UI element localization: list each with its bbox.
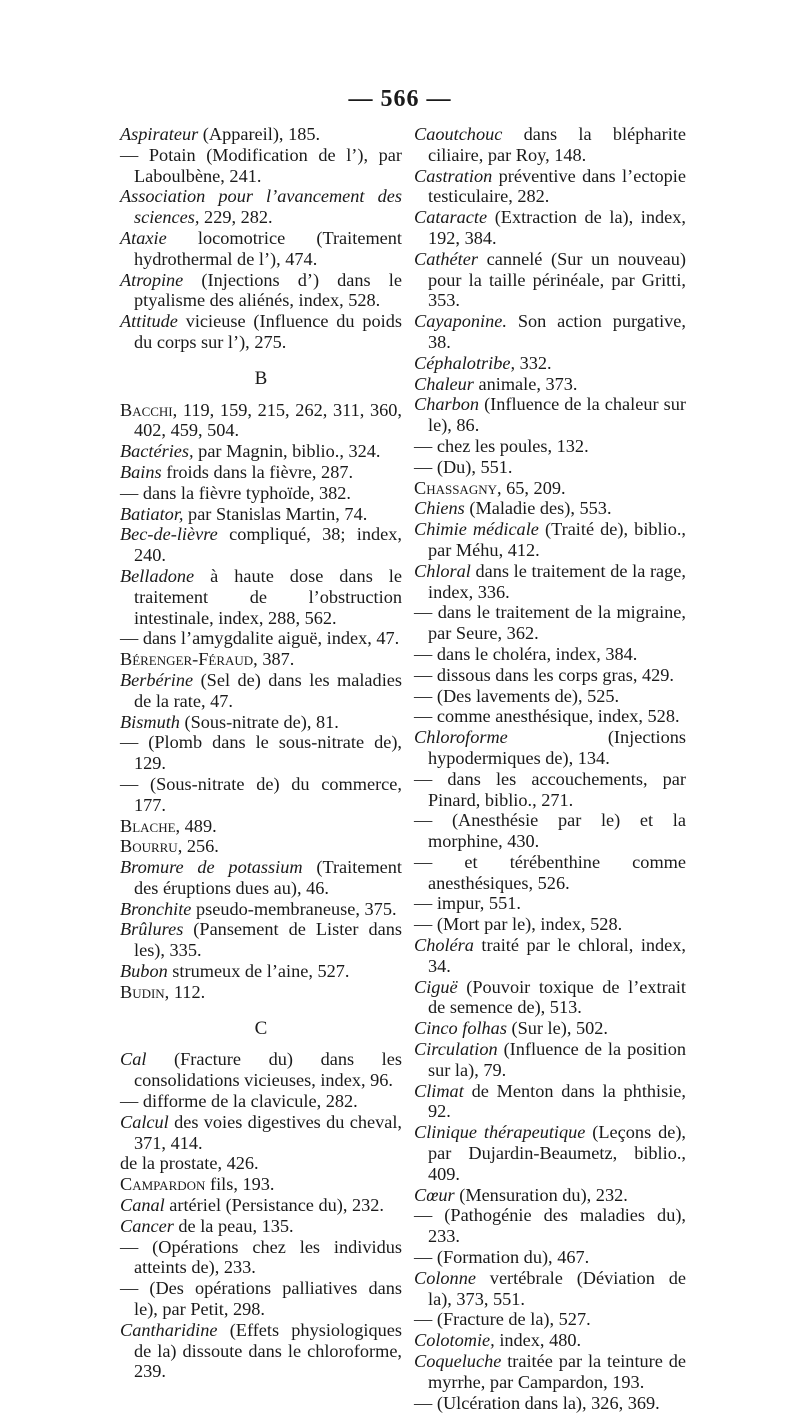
entry-heading: Bec-de-lièvre (120, 524, 218, 545)
entry-text: (Traitement des éruptions dues au), 46. (134, 857, 403, 898)
entry-text: — dans l’amygdalite aiguë, index, 47. (120, 628, 400, 649)
entry-text: (Mensuration du), 232. (454, 1184, 628, 1205)
entry-heading: Batiator, (120, 503, 184, 524)
index-entry (414, 1393, 686, 1413)
index-entry (414, 207, 686, 249)
entry-text: — (Plomb dans le sous-nitrate de), 129. (120, 732, 402, 774)
entry-text: (Effets physiologiques de la) dissoute dans le chloroforme, 239. (134, 1319, 402, 1382)
index-entry (120, 628, 402, 649)
index-entry (120, 124, 402, 145)
entry-heading: Circulation (414, 1039, 498, 1060)
entry-text: — comme anesthésique, index, 528. (414, 706, 680, 727)
entry-text: traité par le chloral, index, 34. (428, 935, 686, 976)
section-letter: B (254, 367, 268, 389)
entry-heading: Cœur (414, 1184, 455, 1205)
entry-heading: Cayaponine. (414, 311, 507, 332)
entry-text: (Pansement de Lister dans les), 335. (134, 919, 402, 961)
entry-text: (Sur le), 502. (506, 1018, 608, 1039)
index-entry (414, 1081, 686, 1123)
index-entry (414, 1351, 686, 1393)
index-entry (414, 914, 686, 935)
index-entry (120, 816, 402, 837)
entry-text: (Extraction de la), index, 192, 384. (428, 207, 686, 248)
index-entry (120, 228, 402, 270)
index-entry (414, 769, 686, 811)
index-entry (414, 394, 686, 436)
left-column (120, 124, 402, 1382)
right-column (414, 124, 686, 1413)
entry-text: de Menton dans la phthisie, 92. (428, 1080, 686, 1122)
entry-text: — Potain (Modification de l’), par Laboulbène, 241. (120, 144, 402, 186)
index-entry (414, 644, 686, 665)
entry-text: — chez les poules, 132. (414, 435, 589, 456)
entry-text: (Sous-nitrate de), 81. (179, 711, 339, 732)
entry-heading: Bourru, (120, 836, 183, 857)
entry-heading: Attitude (120, 311, 178, 332)
index-entry (120, 524, 402, 566)
index-entry (414, 1247, 686, 1268)
entry-text: animale, 373. (473, 373, 578, 394)
entry-text: par Stanislas Martin, 74. (183, 503, 368, 524)
entry-heading: Chimie médicale (414, 519, 539, 540)
index-entry (120, 670, 402, 712)
entry-text: — (Sous-nitrate de) du commerce, 177. (120, 773, 402, 815)
entry-text: (Injections hypodermiques de), 134. (428, 727, 686, 768)
index-entry (120, 441, 402, 462)
entry-heading: Cantharidine (120, 1319, 218, 1340)
index-entry (120, 483, 402, 504)
entry-heading: Bromure de potassium (120, 857, 303, 878)
index-entry (414, 478, 686, 499)
entry-heading: Atropine (120, 269, 184, 290)
index-entry (414, 602, 686, 644)
entry-text: — dans le choléra, index, 384. (414, 643, 638, 664)
entry-heading: Colonne (414, 1267, 476, 1288)
entry-heading: Climat (414, 1080, 464, 1101)
index-entry (120, 774, 402, 816)
index-entry (414, 374, 686, 395)
index-entry (120, 270, 402, 312)
entry-text: 332. (515, 352, 552, 373)
entry-text: — (Des lavements de), 525. (414, 685, 620, 706)
index-entry (414, 1268, 686, 1310)
entry-text: de la prostate, 426. (120, 1153, 259, 1174)
entry-heading: Chaleur (414, 373, 474, 394)
entry-heading: Bubon (120, 961, 168, 982)
entry-text: — dans le traitement de la migraine, par Seure, 362. (414, 602, 686, 644)
entry-text: — impur, 551. (414, 893, 521, 914)
entry-heading: Chloral (414, 560, 471, 581)
index-entry (120, 712, 402, 733)
entry-text: locomotrice (Traitement hydrothermal de l’), 474. (134, 227, 402, 269)
index-entry (120, 836, 402, 857)
index-entry (120, 462, 402, 483)
entry-text: (Sel de) dans les maladies de la rate, 47. (134, 669, 402, 711)
entry-heading: Brûlures (120, 919, 184, 940)
entry-text: des voies digestives du cheval, 371, 414. (134, 1111, 402, 1153)
index-entry (414, 311, 686, 353)
entry-text: — (Ulcération dans la), 326, 369. (414, 1392, 660, 1413)
entry-text: strumeux de l’aine, 527. (167, 961, 350, 982)
index-entry (414, 706, 686, 727)
index-entry (414, 166, 686, 208)
entry-heading: Castration (414, 165, 493, 186)
entry-heading: Chloroforme (414, 727, 508, 748)
index-entry (120, 566, 402, 628)
entry-heading: Cinco folhas (414, 1018, 507, 1039)
entry-heading: Caoutchouc (414, 124, 503, 144)
index-entry (414, 498, 686, 519)
index-entry (414, 1122, 686, 1184)
index-entry (120, 1278, 402, 1320)
index-entry (414, 810, 686, 852)
entry-heading: Berbérine (120, 669, 194, 690)
entry-heading: Coqueluche (414, 1351, 502, 1372)
entry-text: à haute dose dans le traitement de l’obstruction intestinale, index, 288, 562. (134, 565, 402, 628)
entry-heading: Chiens (414, 498, 465, 519)
entry-text: — (Fracture de la), 527. (414, 1309, 591, 1330)
entry-text: (Pouvoir toxique de l’extrait de semence de), 513. (428, 976, 686, 1018)
entry-text: (Appareil), 185. (198, 124, 321, 144)
entry-text: de la peau, 135. (173, 1215, 294, 1236)
index-entry (120, 857, 402, 899)
index-entry (414, 935, 686, 977)
entry-text: (Maladie des), 553. (464, 498, 612, 519)
entry-heading: Bérenger-Féraud, (120, 649, 258, 670)
entry-text: traitée par la teinture de myrrhe, par Campardon, 193. (428, 1351, 686, 1392)
entry-text: dans la blépharite ciliaire, par Roy, 148. (428, 124, 686, 165)
entry-text: — (Opérations chez les individus atteints de), 233. (120, 1236, 402, 1278)
index-entry (414, 1039, 686, 1081)
entry-heading: Belladone (120, 565, 195, 586)
index-entry (120, 1049, 402, 1091)
entry-heading: Bismuth (120, 711, 180, 732)
entry-heading: Choléra (414, 935, 474, 956)
entry-text: index, 480. (494, 1330, 582, 1351)
index-entry (120, 732, 402, 774)
index-entry (414, 353, 686, 374)
index-entry (120, 145, 402, 187)
entry-heading: Céphalotribe, (414, 352, 516, 373)
entry-text: — dans la fièvre typhoïde, 382. (120, 482, 351, 503)
index-entry (414, 1018, 686, 1039)
entry-text: 256. (182, 836, 219, 857)
entry-text: cannelé (Sur un nouveau) pour la taille périnéale, par Gritti, 353. (428, 248, 686, 311)
index-entry (120, 1320, 402, 1382)
entry-heading: Cancer (120, 1215, 174, 1236)
index-entry (414, 977, 686, 1019)
section-letter: C (254, 1017, 268, 1039)
page-number: — 566 — (348, 86, 452, 112)
index-entry (120, 899, 402, 920)
index-entry (120, 1112, 402, 1154)
index-entry (120, 311, 402, 353)
entry-text: pseudo-membraneuse, 375. (191, 898, 397, 919)
entry-text: — (Formation du), 467. (414, 1247, 590, 1268)
entry-text: (Fracture du) dans les consolidations vicieuses, index, 96. (134, 1049, 402, 1091)
entry-text: 489. (180, 815, 217, 836)
entry-heading: Bacchi, (120, 399, 178, 420)
entry-heading: Canal (120, 1195, 165, 1216)
index-entry (120, 400, 402, 442)
entry-heading: Calcul (120, 1111, 169, 1132)
entry-heading: Association pour l’avancement des sciences, (120, 186, 402, 228)
index-entry (414, 1330, 686, 1351)
entry-heading: Blache, (120, 815, 181, 836)
entry-text: (Influence de la position sur la), 79. (428, 1039, 686, 1080)
index-entry (120, 1237, 402, 1279)
entry-text: (Influence de la chaleur sur le), 86. (428, 394, 686, 436)
index-entry (120, 649, 402, 670)
entry-text: 387. (257, 649, 295, 670)
index-entry (120, 1153, 402, 1174)
index-entry (414, 457, 686, 478)
entry-text: — et térébenthine comme anesthésiques, 526. (414, 851, 686, 893)
index-entry (414, 519, 686, 561)
index-entry (414, 1309, 686, 1330)
entry-text: par Magnin, biblio., 324. (193, 441, 381, 462)
entry-text: (Leçons de), par Dujardin-Beaumetz, biblio., 409. (428, 1122, 686, 1184)
entry-text: — (Mort par le), index, 528. (414, 914, 623, 935)
entry-text: froids dans la fièvre, 287. (161, 461, 354, 482)
entry-text: 119, 159, 215, 262, 311, 360, 402, 459, 504. (134, 399, 402, 441)
index-entry (120, 1091, 402, 1112)
index-entry (414, 686, 686, 707)
entry-text: (Injections d’) dans le ptyalisme des aliénés, index, 528. (134, 269, 402, 311)
entry-text: 65, 209. (501, 477, 566, 498)
entry-text: Son action purgative, 38. (428, 311, 686, 352)
index-entry (120, 1216, 402, 1237)
entry-heading: Aspirateur (120, 124, 199, 144)
entry-heading: Clinique thérapeutique (414, 1122, 586, 1143)
index-entry (120, 504, 402, 525)
entry-text: préventive dans l’ectopie testiculaire, 282. (428, 165, 686, 207)
entry-heading: Colotomie, (414, 1330, 495, 1351)
entry-heading: Cathéter (414, 248, 478, 269)
entry-heading: Chassagny, (414, 477, 502, 498)
index-entry (414, 852, 686, 894)
index-entry (120, 186, 402, 228)
index-entry (120, 982, 402, 1003)
index-entry (414, 1205, 686, 1247)
entry-text: artériel (Persistance du), 232. (164, 1195, 384, 1216)
entry-text: — (Des opérations palliatives dans le), par Petit, 298. (120, 1278, 402, 1320)
entry-heading: Ataxie (120, 227, 167, 248)
entry-heading: Bactéries, (120, 441, 194, 462)
entry-text: fils, 193. (205, 1174, 275, 1195)
entry-text: — dissous dans les corps gras, 429. (414, 664, 674, 685)
index-entry (414, 1185, 686, 1206)
entry-text: 112. (169, 981, 206, 1002)
entry-heading: Campardon (120, 1174, 206, 1195)
entry-heading: Bains (120, 461, 162, 482)
index-entry (120, 919, 402, 961)
entry-text: compliqué, 38; index, 240. (134, 524, 402, 566)
index-entry (414, 124, 686, 166)
entry-heading: Cataracte (414, 207, 488, 228)
entry-heading: Ciguë (414, 976, 458, 997)
index-entry (414, 893, 686, 914)
entry-text: 229, 282. (199, 207, 273, 228)
entry-heading: Charbon (414, 394, 480, 415)
index-entry (414, 436, 686, 457)
index-entry (120, 961, 402, 982)
index-entry (414, 561, 686, 603)
entry-heading: Bronchite (120, 898, 192, 919)
entry-text: — (Du), 551. (414, 456, 513, 477)
entry-text: — dans les accouchements, par Pinard, biblio., 271. (414, 768, 686, 810)
index-entry (120, 1195, 402, 1216)
entry-text: — (Pathogénie des maladies du), 233. (414, 1205, 686, 1247)
entry-text: dans le traitement de la rage, index, 336. (428, 560, 686, 602)
entry-text: vicieuse (Influence du poids du corps sur l’), 275. (134, 311, 402, 352)
index-entry (414, 727, 686, 769)
entry-text: vertébrale (Déviation de la), 373, 551. (428, 1267, 686, 1309)
index-entry (414, 665, 686, 686)
entry-text: — (Anesthésie par le) et la morphine, 430. (414, 810, 686, 852)
entry-heading: Budin, (120, 981, 170, 1002)
index-entry (120, 1174, 402, 1195)
index-entry (414, 249, 686, 311)
entry-text: (Traité de), biblio., par Méhu, 412. (428, 519, 686, 560)
entry-heading: Cal (120, 1049, 147, 1070)
entry-text: — difforme de la clavicule, 282. (120, 1091, 358, 1112)
